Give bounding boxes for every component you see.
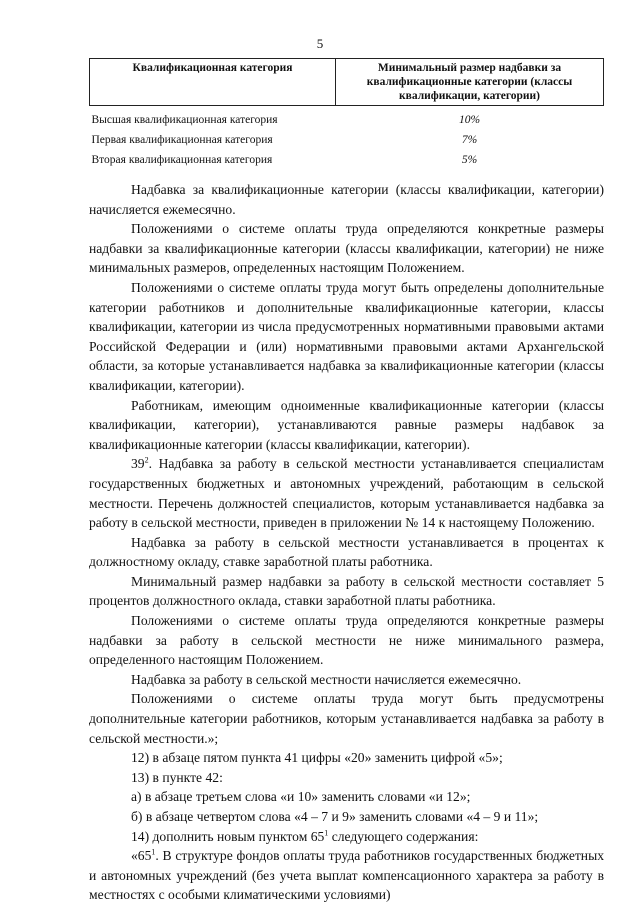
superscript: 2 (144, 455, 149, 465)
paragraph-text: . Надбавка за работу в сельской местности устанавливается специалистам государственных бюджетных и автономных учреждений, работающим в сельской местности. Перечень должностей специалистов, которым устанавливается надбавка за работу в сельской местности, приведен в приложении № 14 к настоящему Положению. (89, 456, 604, 531)
table-row (90, 150, 604, 170)
table-header-row (90, 59, 604, 106)
paragraph: б) в абзаце четвертом слова «4 – 7 и 9» заменить словами «4 – 9 и 11»; (131, 809, 539, 824)
paragraph-item-65-1 (89, 846, 604, 905)
paragraph: 13) в пункте 42: (131, 769, 223, 785)
item-number: 14) дополнить новым пунктом 65 (131, 828, 325, 844)
qualification-table (89, 58, 604, 170)
page-number: 5 (316, 36, 324, 51)
table-header-category: Квалификационная категория (90, 59, 336, 106)
paragraph-item-39-2 (89, 454, 604, 532)
paragraph: Положениями о системе оплаты труда определяются конкретные размеры надбавки за квалификационные категории (классы квалификации, категории) не ниже минимальных размеров, определенных настоящим Положением. (89, 221, 604, 276)
paragraph-item-14 (89, 827, 604, 847)
paragraph: Минимальный размер надбавки за работу в сельской местности составляет 5 процентов должностного оклада, ставки заработной платы работника. (89, 573, 604, 609)
paragraph: 12) в абзаце пятом пункта 41 цифры «20» заменить цифрой «5»; (131, 750, 503, 766)
superscript: 1 (324, 828, 329, 838)
table-cell-category: Вторая квалификационная категория (91, 154, 273, 166)
paragraph: а) в абзаце третьем слова «и 10» заменить словами «и 12»; (131, 789, 471, 805)
paragraph: Надбавка за квалификационные категории (классы квалификации, категории) начисляется ежемесячно. (89, 182, 604, 217)
table-cell-value: 5% (461, 154, 478, 166)
paragraph: Надбавка за работу в сельской местности начисляется ежемесячно. (131, 671, 522, 687)
item-number: 39 (131, 456, 145, 472)
paragraph-text: следующего содержания: (328, 828, 479, 844)
document-body (89, 180, 604, 905)
table-cell-value: 7% (461, 134, 478, 146)
superscript: 1 (151, 847, 156, 857)
table-row (90, 106, 604, 131)
paragraph-text: . В структуре фондов оплаты труда работников государственных бюджетных и автономных учреждений (без учета выплат компенсационного характера за работу в местностях с особыми климатическими условиями) (89, 848, 604, 903)
item-number: «65 (131, 848, 152, 864)
paragraph: Работникам, имеющим одноименные квалификационные категории (классы квалификации, категории), устанавливаются равные размеры надбавок за квалификационные категории (классы квалификации, категории). (89, 397, 604, 452)
table-cell-category: Первая квалификационная категория (91, 134, 273, 146)
paragraph: Положениями о системе оплаты труда могут быть определены дополнительные категории работников и дополнительные квалификационные категории, классы квалификации, категории из числа предусмотренных нормативными правовыми актами Российской Федерации и (или) нормативными правовыми актами Архангельской области, за которые устанавливается надбавка за квалификационные категории (классы квалификации, категории). (89, 279, 604, 393)
table-row (90, 130, 604, 150)
paragraph: Положениями о системе оплаты труда могут быть предусмотрены дополнительные категории работников, которым устанавливается надбавка за работу в сельской местности.»; (89, 691, 604, 746)
paragraph: Положениями о системе оплаты труда определяются конкретные размеры надбавки за работу в сельской местности не ниже минимального размера, определенного настоящим Положением. (89, 613, 604, 668)
paragraph: Надбавка за работу в сельской местности устанавливается в процентах к должностному окладу, ставке заработной платы работника. (89, 534, 604, 570)
table-cell-value: 10% (458, 114, 481, 126)
table-header-min-bonus: Минимальный размер надбавки за квалификационные категории (классы квалификации, категории) (336, 59, 604, 106)
table-cell-category: Высшая квалификационная категория (91, 114, 278, 126)
